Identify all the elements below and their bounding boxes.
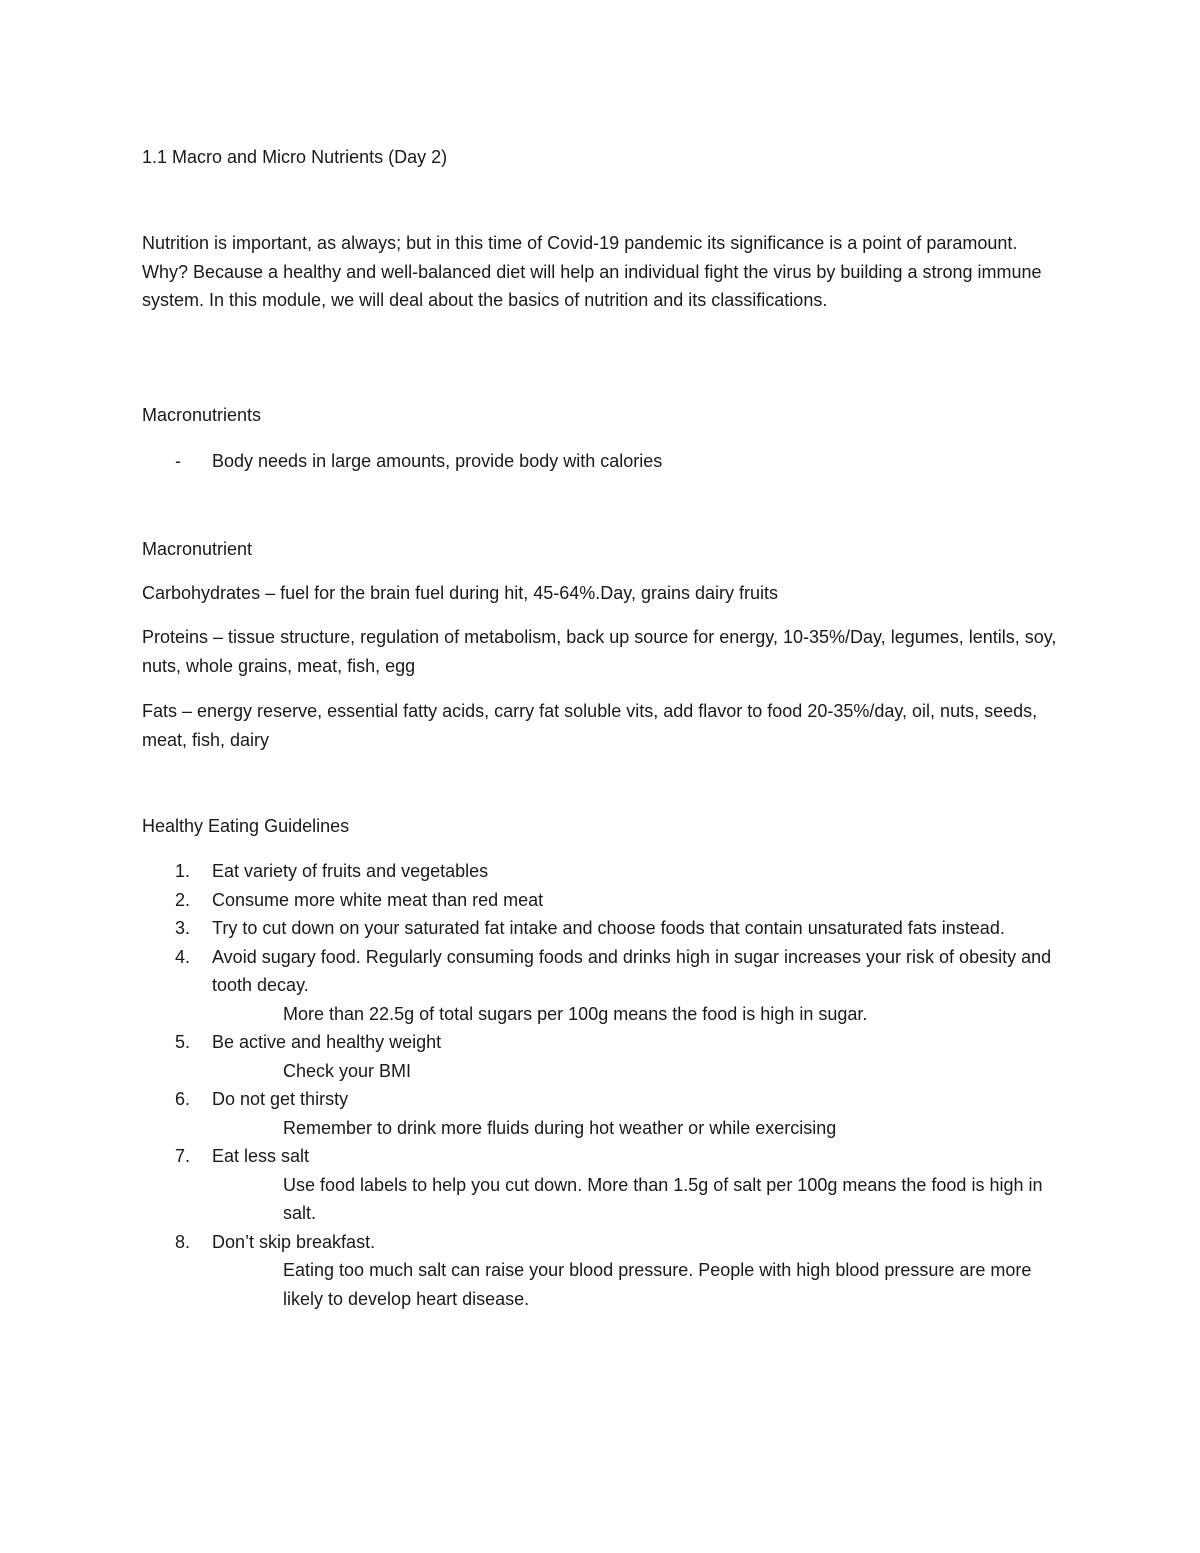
list-item-text: Avoid sugary food. Regularly consuming foods and drinks high in sugar increases your risk of obesity and tooth decay. (212, 946, 1052, 995)
list-item (142, 1142, 1062, 1228)
proteins-paragraph: Proteins – tissue structure, regulation of metabolism, back up source for energy, 10-35%/Day, legumes, lentils, soy, nuts, whole grains, meat, fish, egg (142, 627, 1057, 676)
macronutrient-heading: Macronutrient (142, 539, 253, 559)
macronutrients-heading: Macronutrients (142, 405, 262, 425)
bullet-dash: - (175, 451, 181, 471)
list-number: 3. (175, 918, 191, 938)
list-item (142, 1085, 1062, 1142)
list-item (142, 914, 1062, 943)
list-number: 7. (175, 1146, 191, 1166)
list-number: 1. (175, 861, 191, 881)
list-item (142, 857, 1062, 886)
list-item-note: Remember to drink more fluids during hot weather or while exercising (283, 1117, 837, 1138)
bullet-text: Body needs in large amounts, provide body with calories (212, 451, 663, 471)
list-item-text: Be active and healthy weight (212, 1032, 442, 1052)
list-item (142, 1028, 1062, 1085)
list-item-text: Eat variety of fruits and vegetables (212, 861, 489, 881)
document-title: 1.1 Macro and Micro Nutrients (Day 2) (142, 147, 448, 167)
list-number: 4. (175, 946, 191, 967)
fats-paragraph: Fats – energy reserve, essential fatty acids, carry fat soluble vits, add flavor to food 20-35%/day, oil, nuts, seeds, meat, fish, dairy (142, 701, 1038, 750)
list-number: 8. (175, 1231, 191, 1252)
guidelines-heading: Healthy Eating Guidelines (142, 816, 350, 836)
guidelines-list (142, 857, 1062, 1313)
list-item-note: More than 22.5g of total sugars per 100g means the food is high in sugar. (283, 1003, 868, 1024)
list-item-text: Try to cut down on your saturated fat intake and choose foods that contain unsaturated fats instead. (212, 918, 1005, 938)
list-item-text: Don’t skip breakfast. (212, 1231, 376, 1252)
list-item-text: Consume more white meat than red meat (212, 889, 544, 910)
list-item-text: Do not get thirsty (212, 1089, 349, 1109)
carbohydrates-paragraph: Carbohydrates – fuel for the brain fuel during hit, 45-64%.Day, grains dairy fruits (142, 583, 778, 603)
list-item-note: Use food labels to help you cut down. More than 1.5g of salt per 100g means the food is high in salt. (283, 1174, 1043, 1223)
list-item (142, 943, 1062, 1029)
list-number: 6. (175, 1089, 191, 1109)
list-item (142, 1228, 1062, 1314)
list-item-note: Eating too much salt can raise your blood pressure. People with high blood pressure are more likely to develop heart disease. (283, 1260, 1032, 1309)
list-number: 5. (175, 1032, 191, 1052)
list-item-note: Check your BMI (283, 1060, 412, 1081)
list-item (142, 886, 1062, 915)
list-number: 2. (175, 889, 191, 910)
intro-paragraph: Nutrition is important, as always; but in this time of Covid-19 pandemic its significance is a point of paramount. Why? Because a healthy and well-balanced diet will help an individual fight the virus by building a strong immune system. In this module, we will deal about the basics of nutrition and its classifications. (142, 233, 1042, 310)
list-item-text: Eat less salt (212, 1146, 310, 1166)
